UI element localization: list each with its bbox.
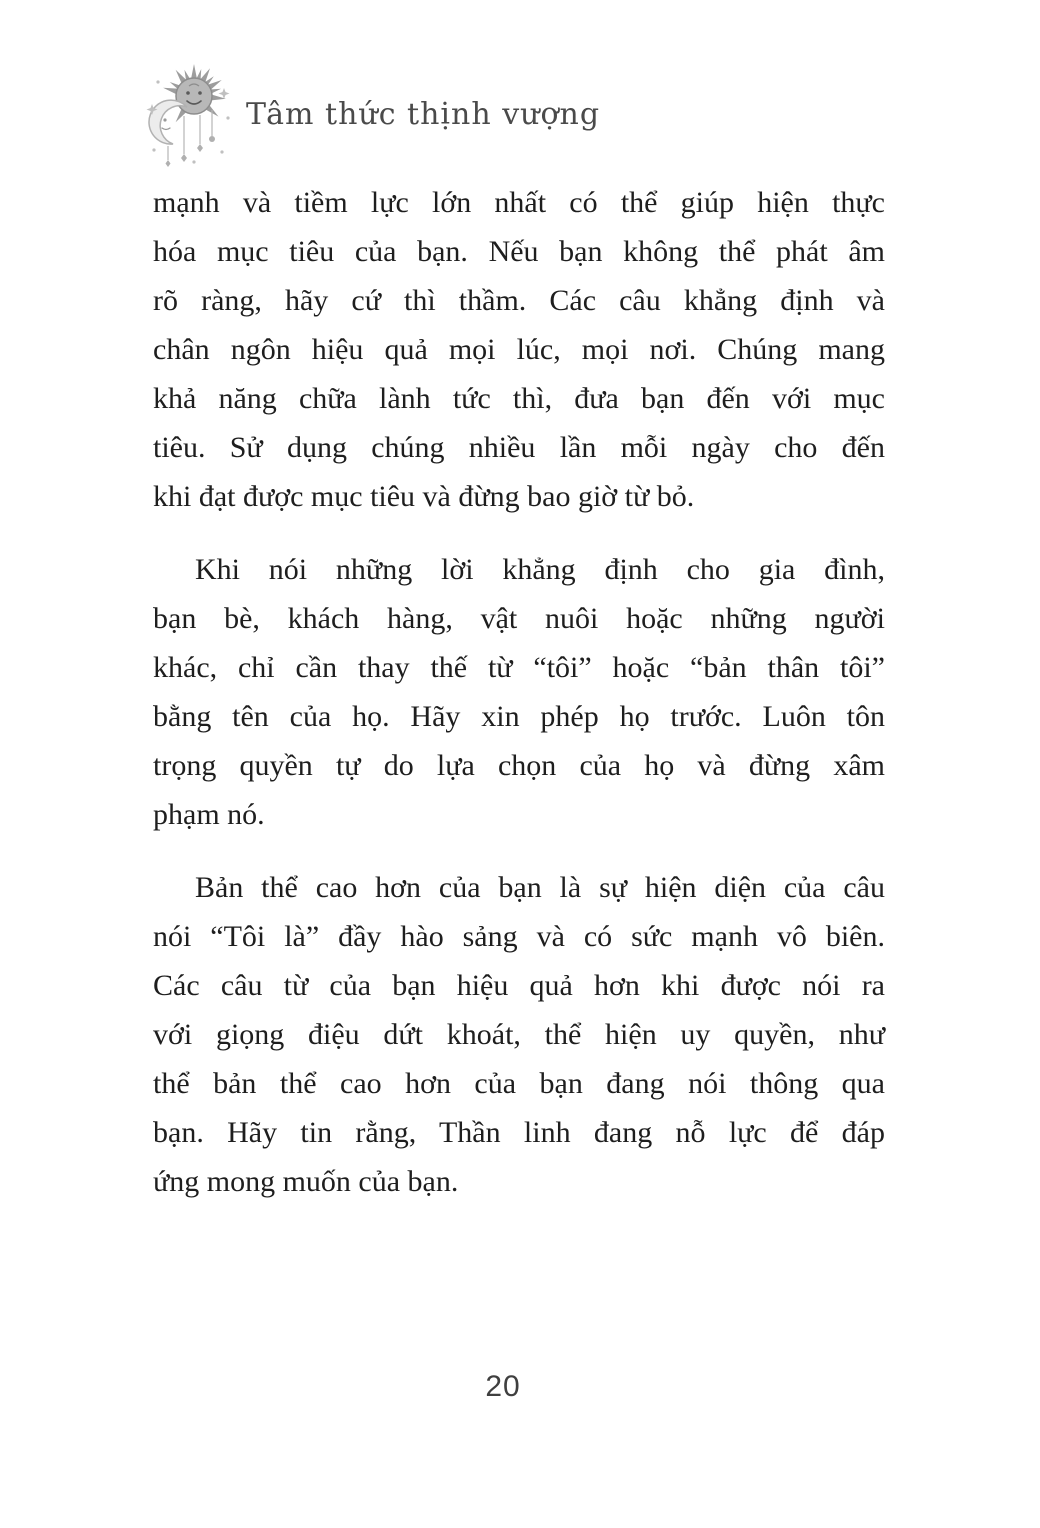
paragraph <box>153 545 885 839</box>
text-line: Khi nói những lời khẳng định cho gia đình, <box>195 553 885 586</box>
text-line: ứng mong muốn của bạn. <box>153 1165 459 1198</box>
chapter-header <box>138 58 600 170</box>
text-line: nói “Tôi là” đầy hào sảng và có sức mạnh vô biên. <box>153 920 885 953</box>
text-line: khác, chỉ cần thay thế từ “tôi” hoặc “bản thân tôi” <box>153 651 885 684</box>
text-line: với giọng điệu dứt khoát, thể hiện uy quyền, như <box>153 1018 885 1051</box>
page-number: 20 <box>485 1370 521 1403</box>
text-line: khả năng chữa lành tức thì, đưa bạn đến với mục <box>153 382 885 415</box>
text-line: hóa mục tiêu của bạn. Nếu bạn không thể phát âm <box>153 235 885 268</box>
text-line: rõ ràng, hãy cứ thì thầm. Các câu khẳng định và <box>153 284 885 317</box>
text-line: tiêu. Sử dụng chúng nhiều lần mỗi ngày cho đến <box>153 431 885 464</box>
text-line: khi đạt được mục tiêu và đừng bao giờ từ bỏ. <box>153 480 695 513</box>
paragraph <box>153 178 885 521</box>
page-footer <box>153 1370 853 1404</box>
paragraph <box>153 863 885 1206</box>
text-line: Bản thể cao hơn của bạn là sự hiện diện của câu <box>195 871 885 904</box>
text-line: phạm nó. <box>153 798 265 831</box>
text-line: bạn bè, khách hàng, vật nuôi hoặc những người <box>153 602 885 635</box>
chapter-title: Tâm thức thịnh vượng <box>246 96 601 132</box>
text-line: bạn. Hãy tin rằng, Thần linh đang nỗ lực để đáp <box>153 1116 885 1149</box>
text-line: thể bản thể cao hơn của bạn đang nói thông qua <box>153 1067 885 1100</box>
page-body <box>153 178 885 1206</box>
text-line: chân ngôn hiệu quả mọi lúc, mọi nơi. Chúng mang <box>153 333 885 366</box>
text-line: trọng quyền tự do lựa chọn của họ và đừng xâm <box>153 749 885 782</box>
text-line: bằng tên của họ. Hãy xin phép họ trước. Luôn tôn <box>153 700 885 733</box>
sun-moon-icon <box>138 58 242 170</box>
text-line: mạnh và tiềm lực lớn nhất có thể giúp hiện thực <box>153 186 885 219</box>
text-line: Các câu từ của bạn hiệu quả hơn khi được nói ra <box>153 969 885 1002</box>
